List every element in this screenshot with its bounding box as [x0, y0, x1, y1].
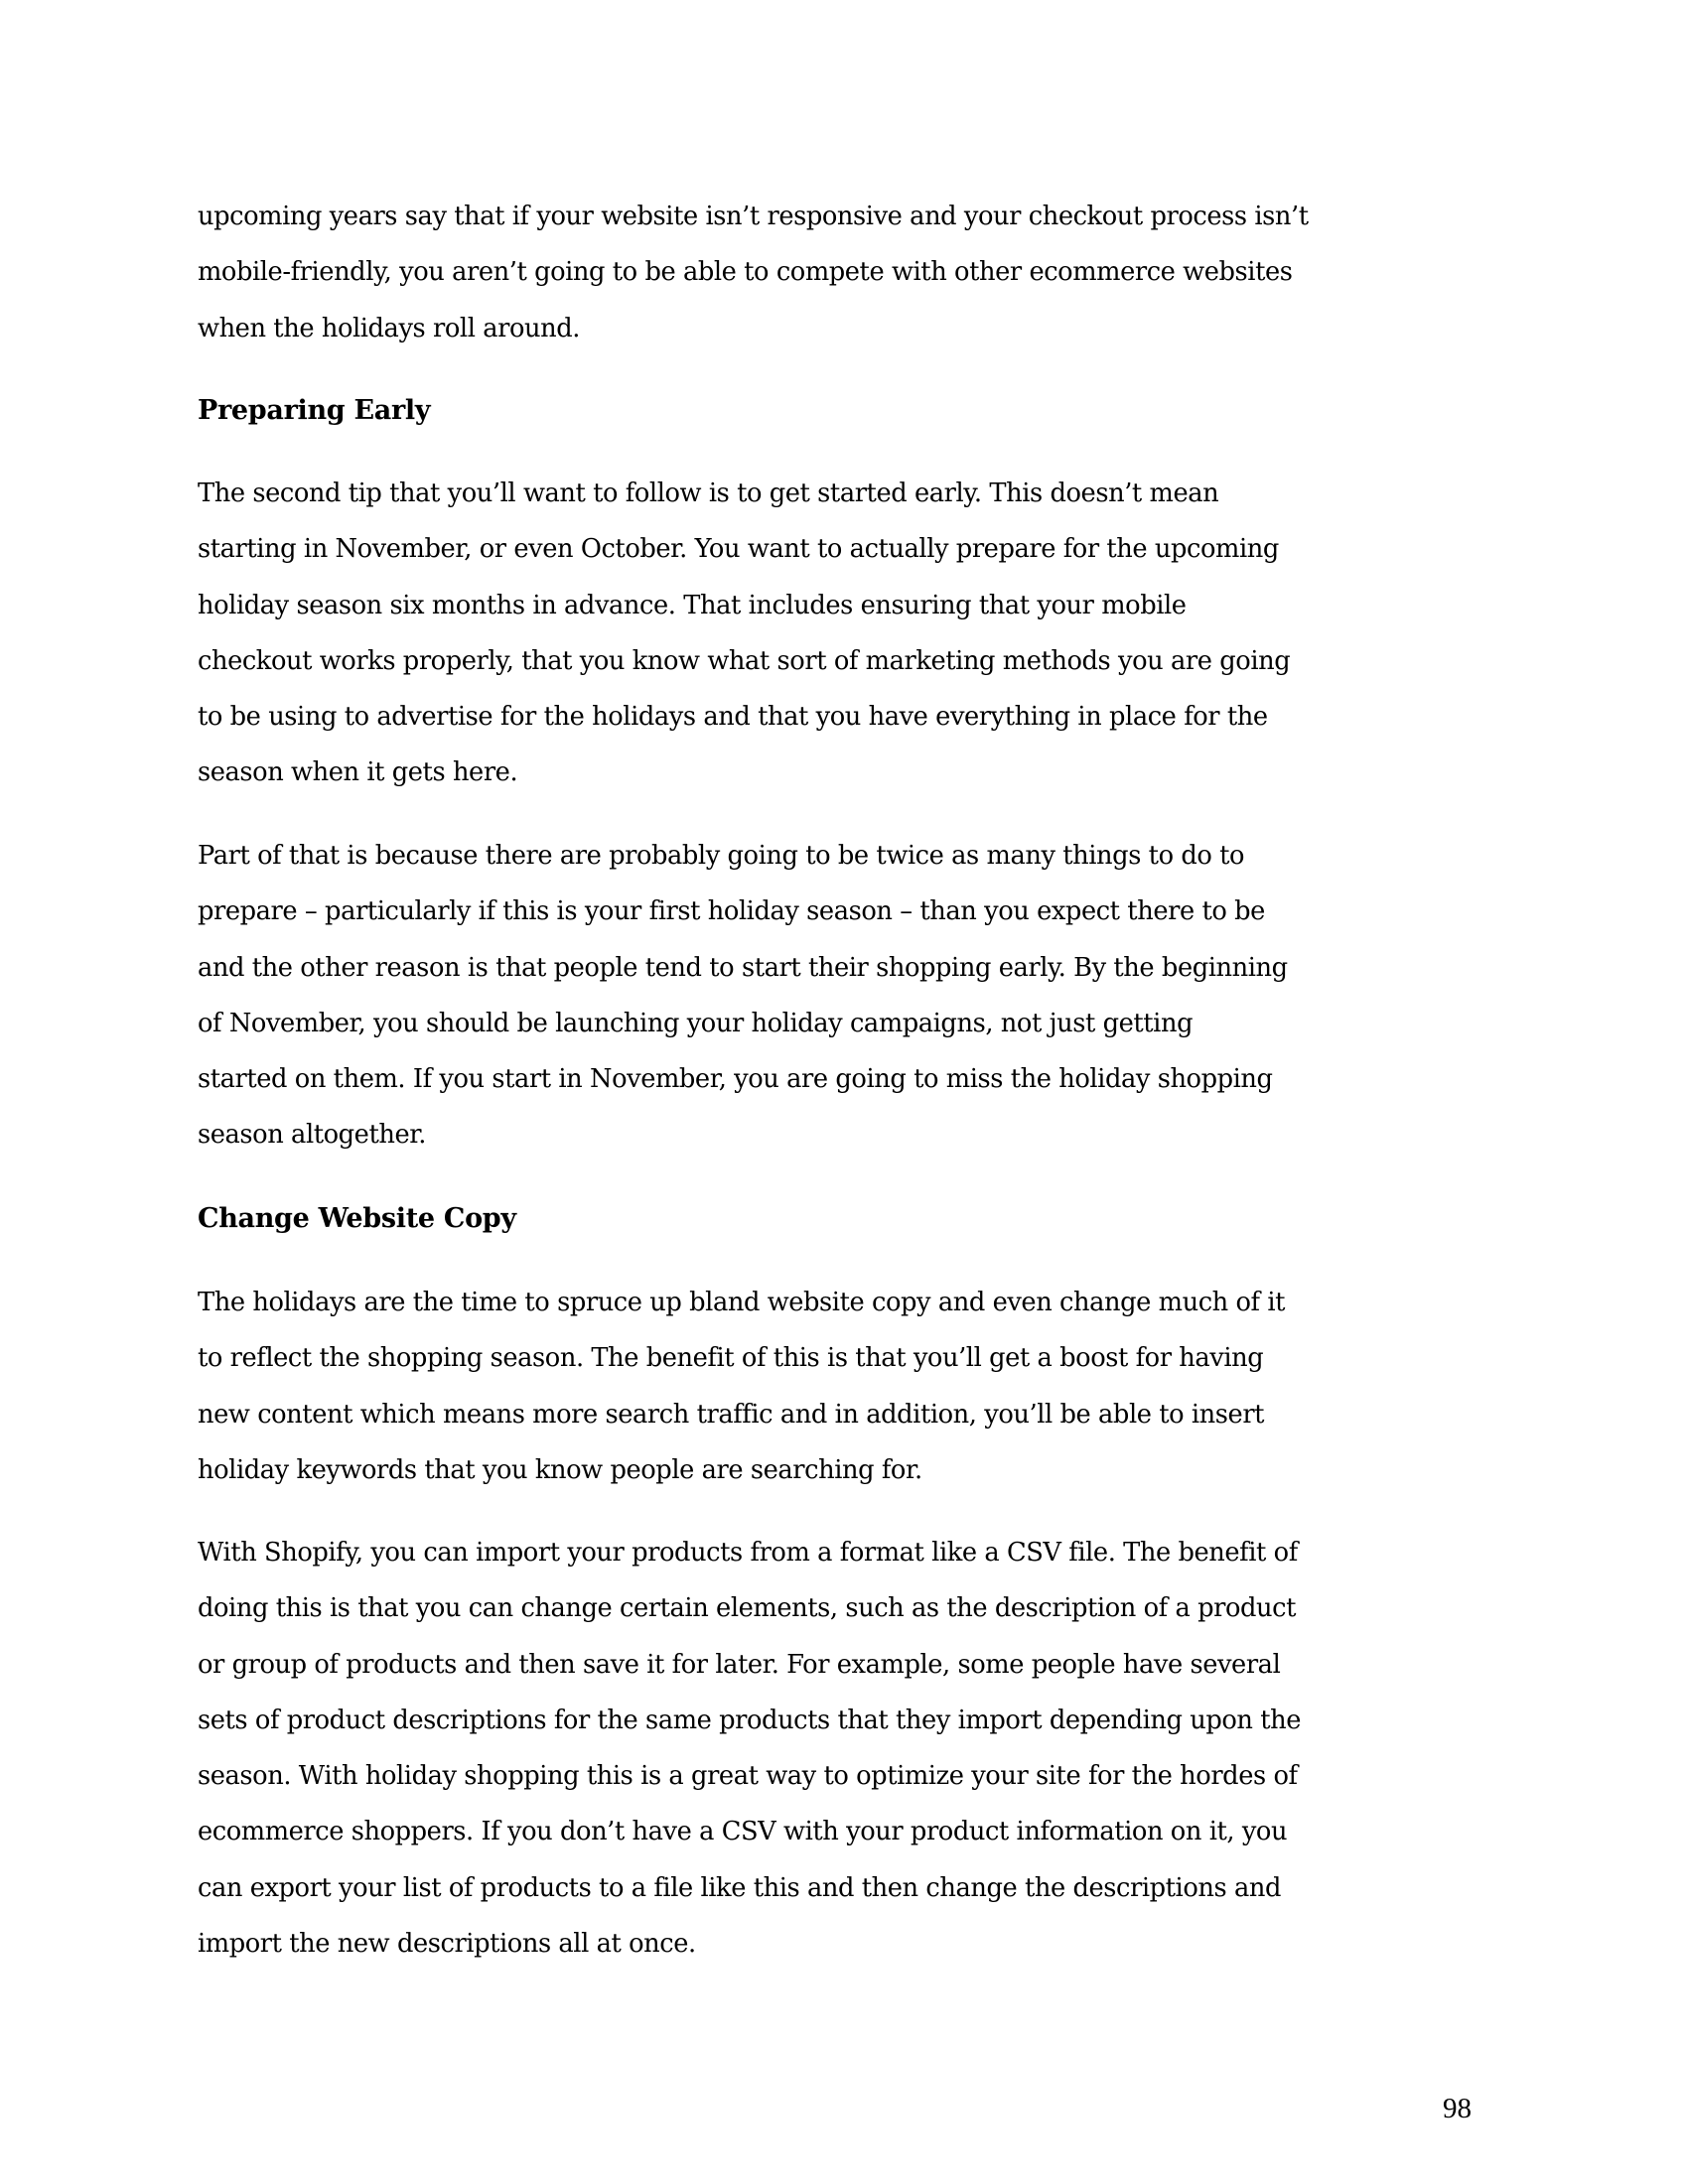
text-line: With Shopify, you can import your products from a format like a CSV file. The benefit of: [198, 1537, 1298, 1568]
text-line: new content which means more search traffic and in addition, you’ll be able to insert: [198, 1398, 1265, 1430]
text-line: started on them. If you start in November, you are going to miss the holiday shopping: [198, 1063, 1273, 1095]
text-line: of November, you should be launching your holiday campaigns, not just getting: [198, 1007, 1194, 1038]
text-line: mobile-friendly, you aren’t going to be able to compete with other ecommerce websites: [198, 256, 1293, 288]
paragraph-shopify-csv: [198, 1525, 1518, 1972]
text-line: and the other reason is that people tend to start their shopping early. By the beginning: [198, 951, 1288, 983]
paragraph-intro: [198, 189, 1518, 356]
text-line: The second tip that you’ll want to follow is to get started early. This doesn’t mean: [198, 478, 1219, 508]
paragraph-website-copy: [198, 1275, 1518, 1498]
text-line: doing this is that you can change certain elements, such as the description of a product: [198, 1592, 1296, 1624]
text-line: season when it gets here.: [198, 756, 518, 788]
text-line: holiday season six months in advance. That includes ensuring that your mobile: [198, 589, 1187, 620]
page-number: 98: [1443, 2093, 1472, 2124]
text-line: to reflect the shopping season. The benefit of this is that you’ll get a boost for having: [198, 1342, 1264, 1374]
text-line: import the new descriptions all at once.: [198, 1928, 696, 1960]
text-line: or group of products and then save it for later. For example, some people have several: [198, 1648, 1281, 1680]
text-line: upcoming years say that if your website isn’t responsive and your checkout process isn’t: [198, 201, 1309, 231]
text-line: when the holidays roll around.: [198, 312, 580, 343]
text-line: starting in November, or even October. You want to actually prepare for the upcoming: [198, 533, 1279, 565]
text-line: The holidays are the time to spruce up bland website copy and even change much of it: [198, 1287, 1286, 1317]
text-line: holiday keywords that you know people are searching for.: [198, 1453, 922, 1485]
text-line: season altogether.: [198, 1119, 427, 1151]
section-heading-preparing-early: Preparing Early: [198, 395, 431, 426]
paragraph-shopping-early: [198, 828, 1518, 1163]
text-line: season. With holiday shopping this is a great way to optimize your site for the hordes of: [198, 1760, 1298, 1792]
section-heading-change-website-copy: Change Website Copy: [198, 1203, 516, 1234]
text-line: to be using to advertise for the holidays and that you have everything in place for the: [198, 701, 1268, 733]
text-line: ecommerce shoppers. If you don’t have a CSV with your product information on it, you: [198, 1816, 1288, 1847]
text-line: prepare – particularly if this is your first holiday season – than you expect there to be: [198, 895, 1265, 927]
text-line: Part of that is because there are probably going to be twice as many things to do to: [198, 840, 1245, 871]
paragraph-preparing-early: [198, 466, 1518, 801]
text-line: checkout works properly, that you know what sort of marketing methods you are going: [198, 644, 1291, 676]
text-line: can export your list of products to a file like this and then change the descriptions and: [198, 1871, 1281, 1903]
text-line: sets of product descriptions for the same products that they import depending upon the: [198, 1704, 1302, 1735]
